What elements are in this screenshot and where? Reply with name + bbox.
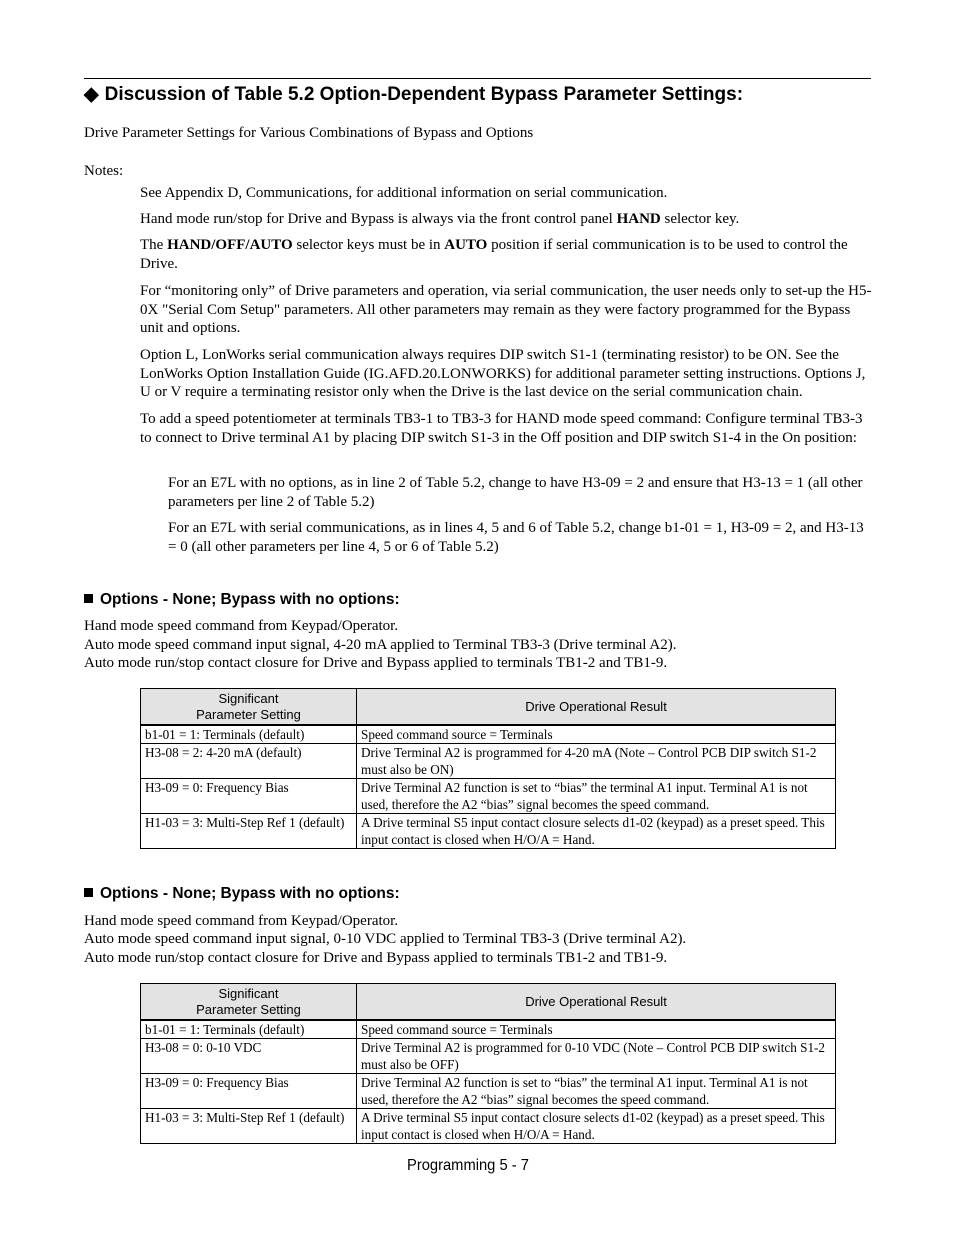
column-header-result: Drive Operational Result [357,984,836,1021]
param-cell: H1-03 = 3: Multi-Step Ref 1 (default) [141,814,357,849]
section1-heading [84,591,400,609]
result-cell: A Drive terminal S5 input contact closure selects d1-02 (keypad) as a preset speed. This input contact is closed when H/O/A = Hand. [357,1109,836,1144]
result-cell: Speed command source = Terminals [357,1020,836,1039]
param-cell: H3-08 = 2: 4-20 mA (default) [141,744,357,779]
page-footer: Programming 5 - 7 [407,1157,529,1174]
section2-line-2: Auto mode speed command input signal, 0-10 VDC applied to Terminal TB3-3 (Drive terminal A2). [84,931,687,947]
square-bullet-icon [84,594,93,603]
column-header-parameter: Significant Parameter Setting [141,689,357,726]
param-cell: H1-03 = 3: Multi-Step Ref 1 (default) [141,1109,357,1144]
intro-text: Drive Parameter Settings for Various Combinations of Bypass and Options [84,125,534,141]
section2-table [140,983,836,1144]
table-row [141,725,836,744]
section1-line-2: Auto mode speed command input signal, 4-20 mA applied to Terminal TB3-3 (Drive terminal A2). [84,637,677,653]
notes-label: Notes: [84,163,124,179]
section2-title: Options - None; Bypass with no options: [100,885,400,902]
header-rule [84,78,871,79]
section1-line-1: Hand mode speed command from Keypad/Operator. [84,618,399,634]
note-5: Option L, LonWorks serial communication always requires DIP switch S1-1 (terminating resistor) to be ON. See the LonWorks Option Installation Guide (IG.AFD.20.LONWORKS) for additional parameter setting instructions. Options J, U or V require a terminating resistor only when the Drive is the last device on the serial communication chain. [140,347,866,400]
section1-line-3: Auto mode run/stop contact closure for Drive and Bypass applied to terminals TB1-2 and TB1-9. [84,655,668,671]
section2-line-3: Auto mode run/stop contact closure for Drive and Bypass applied to terminals TB1-2 and TB1-9. [84,950,668,966]
param-cell: H3-09 = 0: Frequency Bias [141,779,357,814]
section-heading-text: Discussion of Table 5.2 Option-Dependent Bypass Parameter Settings: [104,84,744,105]
param-cell: b1-01 = 1: Terminals (default) [141,1020,357,1039]
result-cell: Drive Terminal A2 function is set to “bias” the terminal A1 input. Terminal A1 is not used, therefore the A2 “bias” signal becomes the speed command. [357,779,836,814]
note-4: For “monitoring only” of Drive parameters and operation, via serial communication, the user needs only to set-up the H5-0X "Serial Com Setup" parameters. All other parameters may remain as they were factory programmed for the Bypass unit and options. [140,283,872,336]
note-6: To add a speed potentiometer at terminals TB3-1 to TB3-3 for HAND mode speed command: Configure terminal TB3-3 to connect to Drive terminal A1 by placing DIP switch S1-3 in the Off position and DIP switch S1-4 in the On position: [140,411,863,446]
table-row [141,814,836,849]
column-header-parameter: Significant Parameter Setting [141,984,357,1021]
note-6-sub-2: For an E7L with serial communications, as in lines 4, 5 and 6 of Table 5.2, change b1-01 = 1, H3-09 = 2, and H3-13 = 0 (all other parameters per line 4, 5 or 6 of Table 5.2) [168,520,864,555]
section-heading [84,83,743,106]
note-6-sub-1: For an E7L with no options, as in line 2 of Table 5.2, change to have H3-09 = 2 and ensure that H3-13 = 1 (all other parameters per line 2 of Table 5.2) [168,475,863,510]
table-row [141,1039,836,1074]
result-cell: Drive Terminal A2 is programmed for 0-10 VDC (Note – Control PCB DIP switch S1-2 must also be OFF) [357,1039,836,1074]
section2-heading [84,885,400,903]
param-cell: b1-01 = 1: Terminals (default) [141,725,357,744]
diamond-icon: ◆ [84,84,99,105]
result-cell: Drive Terminal A2 is programmed for 4-20 mA (Note – Control PCB DIP switch S1-2 must also be ON) [357,744,836,779]
table-row [141,779,836,814]
note-2: Hand mode run/stop for Drive and Bypass is always via the front control panel HAND selector key. [140,211,740,227]
result-cell: Speed command source = Terminals [357,725,836,744]
table-header-row [141,984,836,1021]
section1-table [140,688,836,849]
result-cell: A Drive terminal S5 input contact closure selects d1-02 (keypad) as a preset speed. This input contact is closed when H/O/A = Hand. [357,814,836,849]
section2-line-1: Hand mode speed command from Keypad/Operator. [84,913,399,929]
result-cell: Drive Terminal A2 function is set to “bias” the terminal A1 input. Terminal A1 is not used, therefore the A2 “bias” signal becomes the speed command. [357,1074,836,1109]
table-row [141,744,836,779]
table-row [141,1074,836,1109]
table-row [141,1109,836,1144]
param-cell: H3-08 = 0: 0-10 VDC [141,1039,357,1074]
column-header-result: Drive Operational Result [357,689,836,726]
table-header-row [141,689,836,726]
section1-title: Options - None; Bypass with no options: [100,591,400,608]
table-row [141,1020,836,1039]
note-3: The HAND/OFF/AUTO selector keys must be in AUTO position if serial communication is to be used to control the Drive. [140,237,848,272]
note-1: See Appendix D, Communications, for additional information on serial communication. [140,185,668,201]
square-bullet-icon [84,888,93,897]
param-cell: H3-09 = 0: Frequency Bias [141,1074,357,1109]
